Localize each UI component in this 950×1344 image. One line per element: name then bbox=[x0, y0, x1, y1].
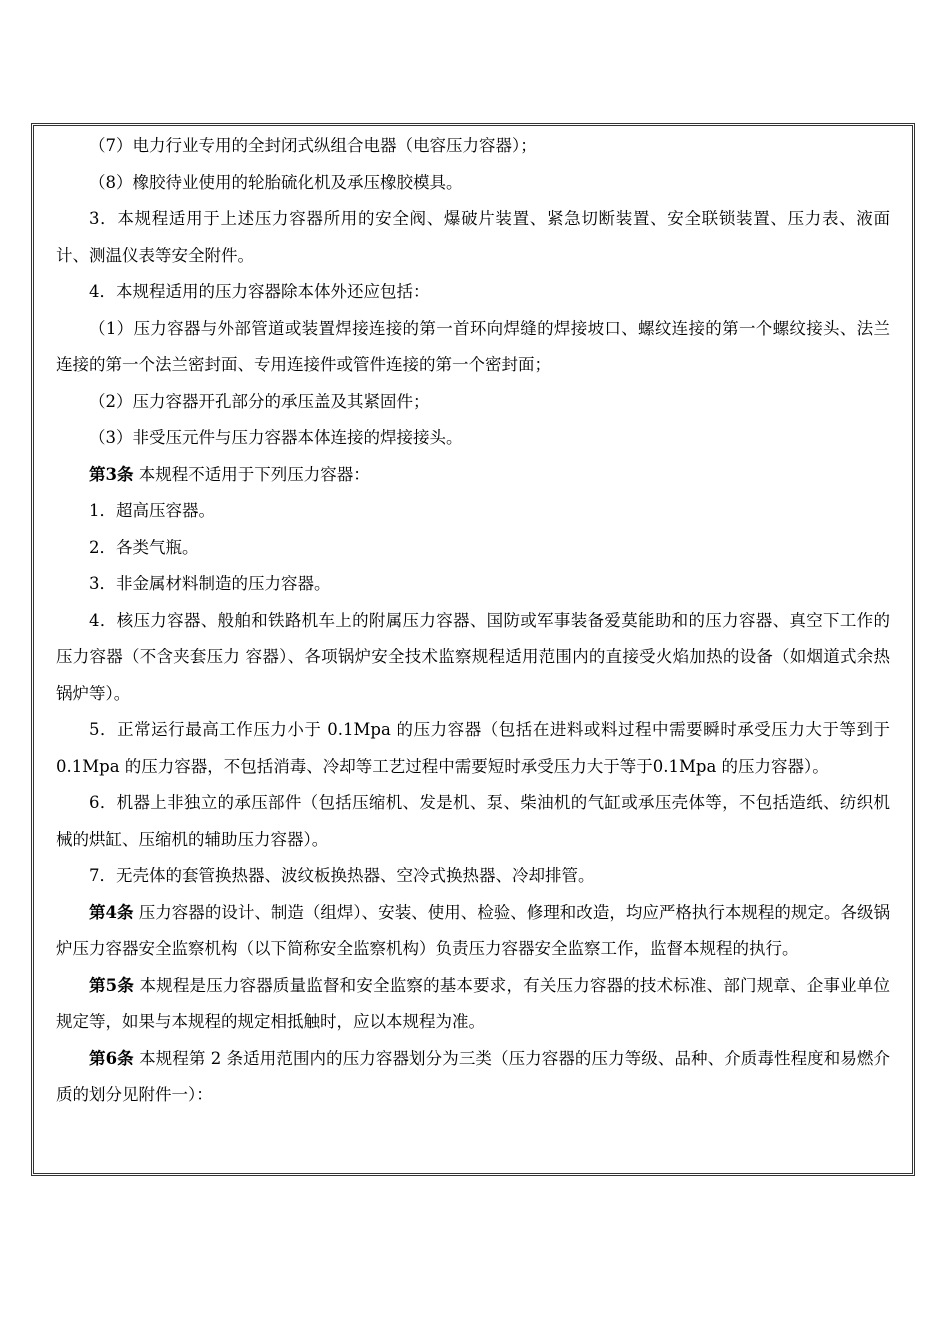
paragraph-text: 4．核压力容器、般舶和铁路机车上的附属压力容器、国防或军事装备爱莫能助和的压力容器、真空下工作的压力容器（不含夹套压力 容器）、各项锅炉安全技术监察规程适用范围内的直接受火焰加热的设备（如烟道式余热锅炉等）。 bbox=[56, 610, 890, 703]
regulation-text-body bbox=[56, 128, 890, 1114]
paragraph-text: 5．正常运行最高工作压力小于 0.1Mpa 的压力容器（包括在进料或料过程中需要瞬时承受压力大于等到于 0.1Mpa 的压力容器，不包括消毒、冷却等工艺过程中需要短时承受压力大于等于0.1Mpa 的压力容器）。 bbox=[56, 720, 890, 776]
paragraph-text: 压力容器的设计、制造（组焊）、安装、使用、检验、修理和改造，均应严格执行本规程的规定。各级锅炉压力容器安全监察机构（以下简称安全监察机构）负责压力容器安全监察工作，监督本规程的执行。 bbox=[56, 902, 890, 958]
article-3 bbox=[56, 457, 890, 494]
paragraph-subitem-2 bbox=[56, 384, 890, 421]
paragraph-text: 2．各类气瓶。 bbox=[89, 537, 199, 557]
article-number: 第4条 bbox=[89, 902, 134, 922]
paragraph-subitem-1 bbox=[56, 311, 890, 384]
paragraph-text: 1．超高压容器。 bbox=[89, 501, 215, 520]
exclusion-item-2 bbox=[56, 530, 890, 567]
paragraph-clause-3 bbox=[56, 201, 890, 274]
article-6 bbox=[56, 1041, 890, 1114]
article-4 bbox=[56, 895, 890, 968]
paragraph-text: 本规程第 2 条适用范围内的压力容器划分为三类（压力容器的压力等级、品种、介质毒性程度和易燃介质的划分见附件一）： bbox=[56, 1048, 891, 1104]
exclusion-item-5 bbox=[56, 712, 890, 785]
paragraph-text: （1）压力容器与外部管道或装置焊接连接的第一首环向焊缝的焊接坡口、螺纹连接的第一个螺纹接头、法兰连接的第一个法兰密封面、专用连接件或管件连接的第一个密封面； bbox=[56, 318, 890, 374]
paragraph-text: （8）橡胶待业使用的轮胎硫化机及承压橡胶模具。 bbox=[89, 172, 463, 192]
exclusion-item-1 bbox=[56, 493, 890, 530]
article-number: 第5条 bbox=[89, 975, 135, 995]
exclusion-item-3 bbox=[56, 566, 890, 603]
paragraph-text: （3）非受压元件与压力容器本体连接的焊接接头。 bbox=[89, 428, 463, 447]
exclusion-item-7 bbox=[56, 858, 890, 895]
exclusion-item-4 bbox=[56, 603, 890, 713]
paragraph-text: 本规程是压力容器质量监督和安全监察的基本要求，有关压力容器的技术标准、部门规章、企事业单位规定等，如果与本规程的规定相抵触时，应以本规程为准。 bbox=[56, 975, 890, 1031]
paragraph-text: 3．非金属材料制造的压力容器。 bbox=[89, 574, 331, 593]
paragraph-text: 4．本规程适用的压力容器除本体外还应包括： bbox=[89, 282, 430, 301]
paragraph-text: 7．无壳体的套管换热器、波纹板换热器、空冷式换热器、冷却排管。 bbox=[89, 866, 595, 885]
article-number: 第3条 bbox=[89, 464, 134, 484]
paragraph-text: 本规程不适用于下列压力容器： bbox=[133, 464, 370, 484]
paragraph-item-8 bbox=[56, 165, 890, 202]
article-number: 第6条 bbox=[89, 1048, 134, 1068]
paragraph-subitem-3 bbox=[56, 420, 890, 457]
paragraph-text: （2）压力容器开孔部分的承压盖及其紧固件； bbox=[89, 391, 430, 411]
paragraph-text: 3．本规程适用于上述压力容器所用的安全阀、爆破片装置、紧急切断装置、安全联锁装置、压力表、液面计、测温仪表等安全附件。 bbox=[56, 209, 890, 265]
article-5 bbox=[56, 968, 890, 1041]
exclusion-item-6 bbox=[56, 785, 890, 858]
paragraph-clause-4 bbox=[56, 274, 890, 311]
paragraph-text: （7）电力行业专用的全封闭式纵组合电器（电容压力容器）； bbox=[89, 136, 537, 155]
paragraph-text: 6．机器上非独立的承压部件（包括压缩机、发是机、泵、柴油机的气缸或承压壳体等，不包括造纸、纺织机械的烘缸、压缩机的辅助压力容器）。 bbox=[56, 793, 890, 849]
paragraph-item-7 bbox=[56, 128, 890, 165]
